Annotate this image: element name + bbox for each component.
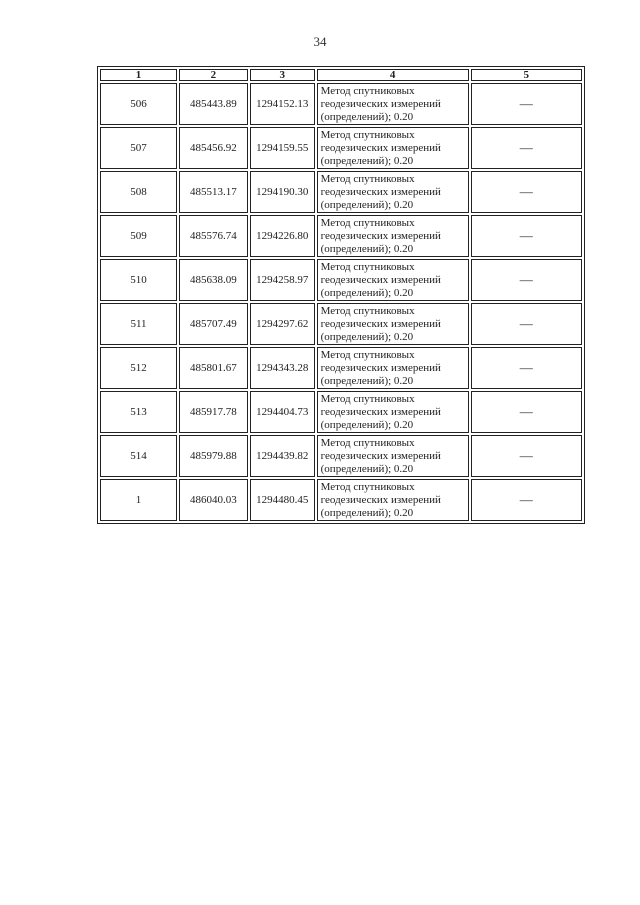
note-cell: — [471,127,582,169]
method-line: геодезических измерений [320,361,441,374]
table-row [100,347,582,389]
y-coordinate-cell: 1294297.62 [250,303,315,345]
table-body [100,83,582,521]
y-coordinate-cell: 1294159.55 [250,127,315,169]
method-line: (определений); 0.20 [320,374,414,387]
method-line: Метод спутниковых [320,392,415,405]
note-cell: — [471,171,582,213]
method-line: геодезических измерений [320,493,441,506]
x-coordinate-cell: 485576.74 [179,215,248,257]
column-header-4: 4 [317,69,469,81]
y-coordinate-cell: 1294439.82 [250,435,315,477]
method-line: Метод спутниковых [320,304,415,317]
method-line: (определений); 0.20 [320,330,414,343]
note-cell: — [471,83,582,125]
method-line: (определений); 0.20 [320,462,414,475]
column-header-2: 2 [179,69,248,81]
method-cell [317,435,469,477]
column-header-5: 5 [471,69,582,81]
point-number-cell: 509 [100,215,177,257]
method-line: геодезических измерений [320,449,441,462]
column-header-3: 3 [250,69,315,81]
x-coordinate-cell: 485638.09 [179,259,248,301]
method-line: геодезических измерений [320,405,441,418]
table-row [100,127,582,169]
method-line: геодезических измерений [320,317,441,330]
x-coordinate-cell: 485443.89 [179,83,248,125]
note-cell: — [471,303,582,345]
method-cell [317,259,469,301]
method-line: Метод спутниковых [320,480,415,493]
method-line: Метод спутниковых [320,172,415,185]
method-line: Метод спутниковых [320,260,415,273]
note-cell: — [471,259,582,301]
method-cell [317,347,469,389]
x-coordinate-cell: 485513.17 [179,171,248,213]
point-number-cell: 506 [100,83,177,125]
x-coordinate-cell: 486040.03 [179,479,248,521]
y-coordinate-cell: 1294226.80 [250,215,315,257]
y-coordinate-cell: 1294258.97 [250,259,315,301]
method-cell [317,83,469,125]
y-coordinate-cell: 1294152.13 [250,83,315,125]
x-coordinate-cell: 485801.67 [179,347,248,389]
x-coordinate-cell: 485456.92 [179,127,248,169]
method-cell [317,215,469,257]
note-cell: — [471,215,582,257]
method-line: Метод спутниковых [320,216,415,229]
table-row [100,303,582,345]
table-row [100,479,582,521]
point-number-cell: 512 [100,347,177,389]
y-coordinate-cell: 1294190.30 [250,171,315,213]
method-line: Метод спутниковых [320,348,415,361]
method-cell [317,127,469,169]
point-number-cell: 508 [100,171,177,213]
method-line: геодезических измерений [320,185,441,198]
method-line: (определений); 0.20 [320,154,414,167]
point-number-cell: 510 [100,259,177,301]
method-line: (определений); 0.20 [320,506,414,519]
x-coordinate-cell: 485707.49 [179,303,248,345]
x-coordinate-cell: 485979.88 [179,435,248,477]
method-cell [317,479,469,521]
point-number-cell: 513 [100,391,177,433]
method-line: Метод спутниковых [320,128,415,141]
table-row [100,171,582,213]
method-line: (определений); 0.20 [320,418,414,431]
table-header-row [100,69,582,81]
method-line: (определений); 0.20 [320,110,414,123]
y-coordinate-cell: 1294404.73 [250,391,315,433]
method-line: Метод спутниковых [320,84,415,97]
method-line: геодезических измерений [320,141,441,154]
note-cell: — [471,479,582,521]
method-line: Метод спутниковых [320,436,415,449]
point-number-cell: 507 [100,127,177,169]
page-number: 34 [313,34,327,49]
method-line: (определений); 0.20 [320,286,414,299]
method-line: (определений); 0.20 [320,242,414,255]
method-line: (определений); 0.20 [320,198,414,211]
x-coordinate-cell: 485917.78 [179,391,248,433]
column-header-1: 1 [100,69,177,81]
table-row [100,259,582,301]
coordinates-table [97,66,585,524]
method-line: геодезических измерений [320,273,441,286]
method-cell [317,391,469,433]
method-line: геодезических измерений [320,97,441,110]
table-row [100,215,582,257]
table-row [100,391,582,433]
note-cell: — [471,391,582,433]
point-number-cell: 514 [100,435,177,477]
method-cell [317,303,469,345]
y-coordinate-cell: 1294480.45 [250,479,315,521]
table-row [100,83,582,125]
method-cell [317,171,469,213]
note-cell: — [471,347,582,389]
point-number-cell: 511 [100,303,177,345]
point-number-cell: 1 [100,479,177,521]
table-row [100,435,582,477]
note-cell: — [471,435,582,477]
method-line: геодезических измерений [320,229,441,242]
y-coordinate-cell: 1294343.28 [250,347,315,389]
